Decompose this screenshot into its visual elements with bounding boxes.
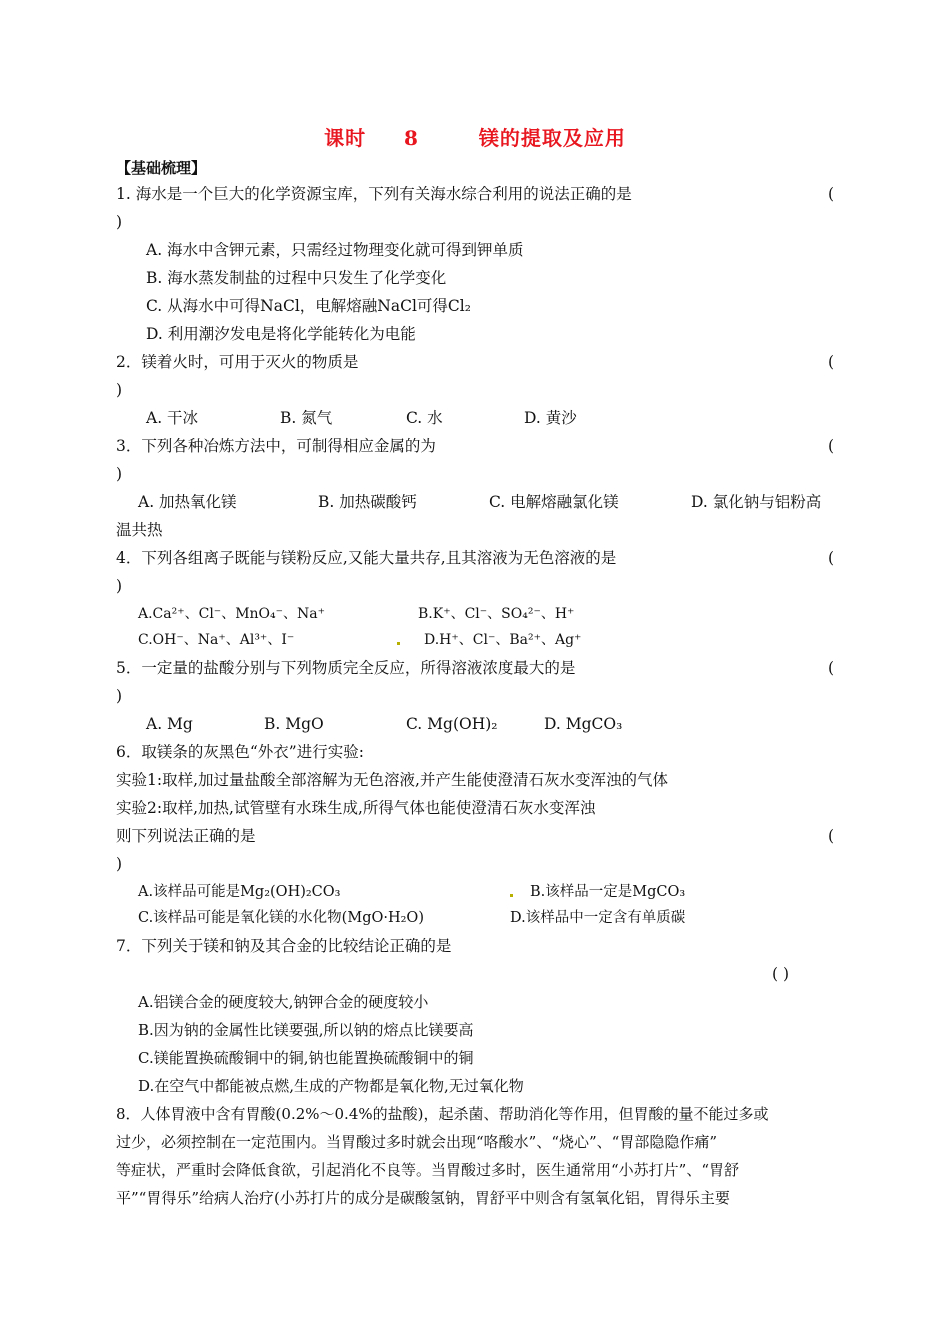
q8-line-3: 等症状，严重时会降低食欲，引起消化不良等。当胃酸过多时，医生通常用“小苏打片”、“胃舒 [116,1161,740,1179]
q6-option-a: A.该样品可能是Mg₂(OH)₂CO₃ [138,884,341,900]
q2-paren-open: ( [828,353,835,371]
title-topic: 镁的提取及应用 [478,126,626,150]
q7-option-c: C.镁能置换硫酸铜中的铜,钠也能置换硫酸铜中的铜 [138,1049,474,1067]
q3-option-d-cont: 温共热 [116,521,163,539]
q6-experiment-1: 实验1:取样,加过量盐酸全部溶解为无色溶液,并产生能使澄清石灰水变浑浊的气体 [116,771,668,789]
q5-option-b: B. MgO [264,715,324,733]
title-prefix: 课时 [324,126,367,150]
q7-option-b: B.因为钠的金属性比镁要强,所以钠的熔点比镁要高 [138,1021,474,1039]
q1-option-d: D. 利用潮汐发电是将化学能转化为电能 [146,325,416,343]
q2-option-b: B. 氮气 [280,409,333,427]
q1-option-a: A. 海水中含钾元素，只需经过物理变化就可得到钾单质 [146,241,524,259]
q1-option-b: B. 海水蒸发制盐的过程中只发生了化学变化 [146,269,447,287]
q4-option-b: B.K⁺、Cl⁻、SO₄²⁻、H⁺ [418,606,575,622]
q3-option-d: D. 氯化钠与铝粉高 [691,493,822,511]
q4-paren-close: ) [116,577,123,595]
q8-line-4: 平”“胃得乐”给病人治疗(小苏打片的成分是碳酸氢钠，胃舒平中则含有氢氧化铝，胃得乐主要 [116,1189,730,1207]
q3-paren-open: ( [828,437,835,455]
q6-question: 则下列说法正确的是 [116,827,256,845]
q1-option-c: C. 从海水中可得NaCl，电解熔融NaCl可得Cl₂ [146,297,471,315]
q6-paren-close: ) [116,855,123,873]
q2-stem: 2．镁着火时，可用于灭火的物质是 [116,353,359,371]
q5-stem: 5．一定量的盐酸分别与下列物质完全反应，所得溶液浓度最大的是 [116,659,576,677]
section-heading: 【基础梳理】 [116,159,207,177]
q7-option-a: A.铝镁合金的硬度较大,钠钾合金的硬度较小 [138,993,429,1011]
q3-option-c: C. 电解熔融氯化镁 [489,493,619,511]
q2-option-d: D. 黄沙 [524,409,577,427]
q1-paren-close: ) [116,213,123,231]
q5-option-c: C. Mg(OH)₂ [406,715,498,733]
page-title [0,122,950,151]
q5-paren-close: ) [116,687,123,705]
q4-paren-open: ( [828,549,835,567]
q5-paren-open: ( [828,659,835,677]
q8-line-1: 8．人体胃液中含有胃酸(0.2%～0.4%的盐酸)，起杀菌、帮助消化等作用，但胃酸的量不能过多或 [116,1105,769,1123]
q6-experiment-2: 实验2:取样,加热,试管壁有水珠生成,所得气体也能使澄清石灰水变浑浊 [116,799,596,817]
q2-option-a: A. 干冰 [146,409,199,427]
q6-option-d: D.该样品中一定含有单质碳 [510,910,686,926]
q1-stem: 1. 海水是一个巨大的化学资源宝库，下列有关海水综合利用的说法正确的是 [116,185,632,203]
q4-stem: 4．下列各组离子既能与镁粉反应,又能大量共存,且其溶液为无色溶液的是 [116,549,617,567]
q3-option-b: B. 加热碳酸钙 [318,493,417,511]
stray-mark-dot [510,894,513,897]
q5-option-a: A. Mg [146,715,193,733]
q4-option-d: D.H⁺、Cl⁻、Ba²⁺、Ag⁺ [424,632,582,648]
q1-paren-open: ( [828,185,835,203]
q2-paren-close: ) [116,381,123,399]
q7-answer-paren: ( ) [772,965,790,983]
title-number: 8 [404,126,419,150]
q6-paren-open: ( [828,827,835,845]
q5-option-d: D. MgCO₃ [544,715,623,733]
q3-option-a: A. 加热氧化镁 [138,493,237,511]
q2-option-c: C. 水 [406,409,443,427]
q4-option-a: A.Ca²⁺、Cl⁻、MnO₄⁻、Na⁺ [138,606,326,622]
q6-option-c: C.该样品可能是氧化镁的水化物(MgO·H₂O) [138,910,424,926]
stray-mark-dot [397,642,400,645]
q7-stem: 7．下列关于镁和钠及其合金的比较结论正确的是 [116,937,452,955]
q8-line-2: 过少，必须控制在一定范围内。当胃酸过多时就会出现“咯酸水”、“烧心”、“胃部隐隐作痛” [116,1133,718,1151]
q3-stem: 3．下列各种冶炼方法中，可制得相应金属的为 [116,437,436,455]
q6-stem: 6．取镁条的灰黑色“外衣”进行实验: [116,743,364,761]
q3-paren-close: ) [116,465,123,483]
q7-option-d: D.在空气中都能被点燃,生成的产物都是氧化物,无过氧化物 [138,1077,524,1095]
q4-option-c: C.OH⁻、Na⁺、Al³⁺、I⁻ [138,632,295,648]
q6-option-b: B.该样品一定是MgCO₃ [530,884,686,900]
